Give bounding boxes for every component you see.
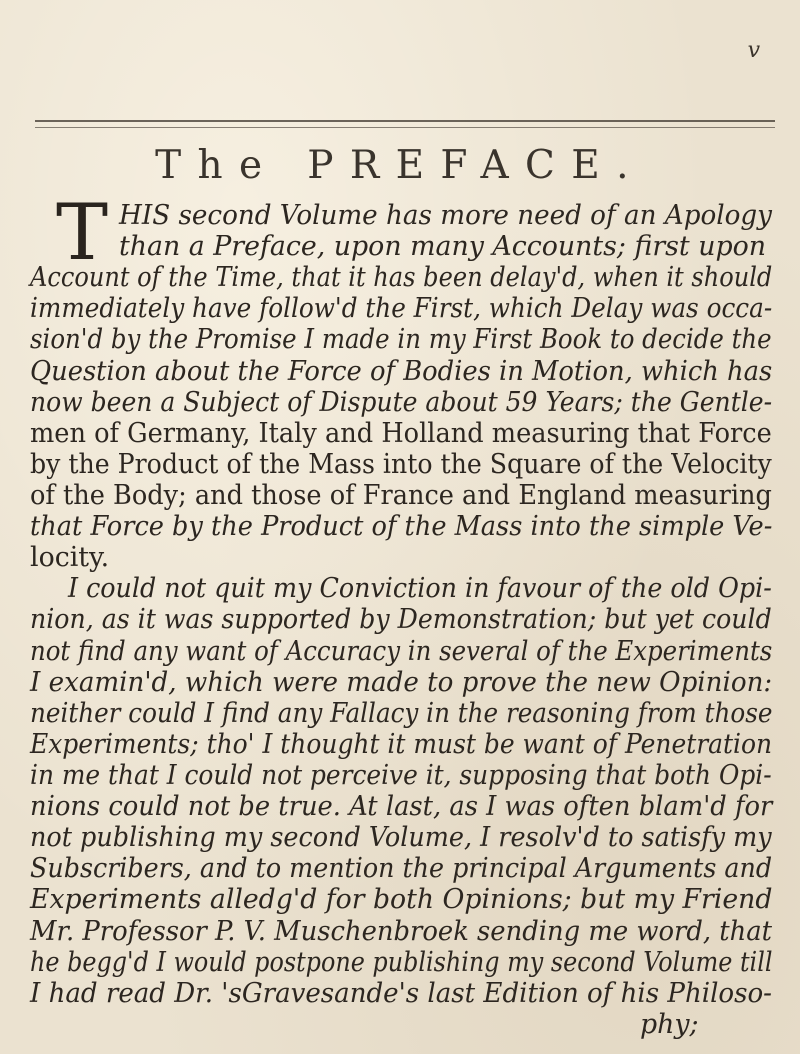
text-line-4: immediately have follow'd the First, which Delay was occa- [30,293,773,325]
text-line-9: by the Product of the Mass into the Square of the Velocity [30,448,772,480]
text-line-10: of the Body; and those of France and England measuring [30,480,772,511]
text-line-18: Experiments; tho' I thought it must be want of Penetration [30,728,773,760]
text-line-5: sion'd by the Promise I made in my First Book to decide the [30,324,772,356]
text-line-27: phy; [640,1008,699,1040]
text-line-22: Subscribers, and to mention the principal Arguments and [30,853,773,885]
text-line-1: HIS second Volume has more need of an Apology [119,200,772,231]
header-rule-bottom [35,127,775,128]
text-line-26: I had read Dr. 'sGravesande's last Edition of his Philoso- [30,977,772,1009]
text-line-21: not publishing my second Volume, I resolv'd to satisfy my [30,822,772,854]
text-line-17: neither could I find any Fallacy in the reasoning from those [30,697,773,729]
text-line-24: Mr. Professor P. V. Muschenbroek sending me word, that [30,915,773,947]
text-line-14: nion, as it was supported by Demonstration; but yet could [30,604,772,636]
drop-cap: T [55,188,109,278]
text-line-19: in me that I could not perceive it, supposing that both Opi- [30,760,772,791]
header-rule-top [35,120,775,122]
text-line-11: that Force by the Product of the Mass into the simple Ve- [30,511,773,543]
text-line-7: now been a Subject of Dispute about 59 Years; the Gentle- [30,386,773,418]
text-line-25: he begg'd I would postpone publishing my second Volume till [30,946,773,978]
text-line-20: nions could not be true. At last, as I was often blam'd for [30,791,773,823]
text-line-23: Experiments alledg'd for both Opinions; but my Friend [30,884,773,916]
text-line-8: men of Germany, Italy and Holland measuring that Force [30,417,772,449]
page-title: The PREFACE. [155,143,645,188]
text-line-13: I could not quit my Conviction in favour of the old Opi- [68,573,772,605]
text-line-3: Account of the Time, that it has been delay'd, when it should [30,262,773,294]
text-line-15: not find any want of Accuracy in several of the Experiments [30,635,773,667]
text-line-6: Question about the Force of Bodies in Motion, which has [30,355,773,387]
text-line-12: locity. [30,542,110,574]
text-line-16: I examin'd, which were made to prove the new Opinion: [30,666,773,698]
text-line-2: than a Preface, upon many Accounts; first upon [119,231,766,263]
page-number: v [747,38,760,63]
